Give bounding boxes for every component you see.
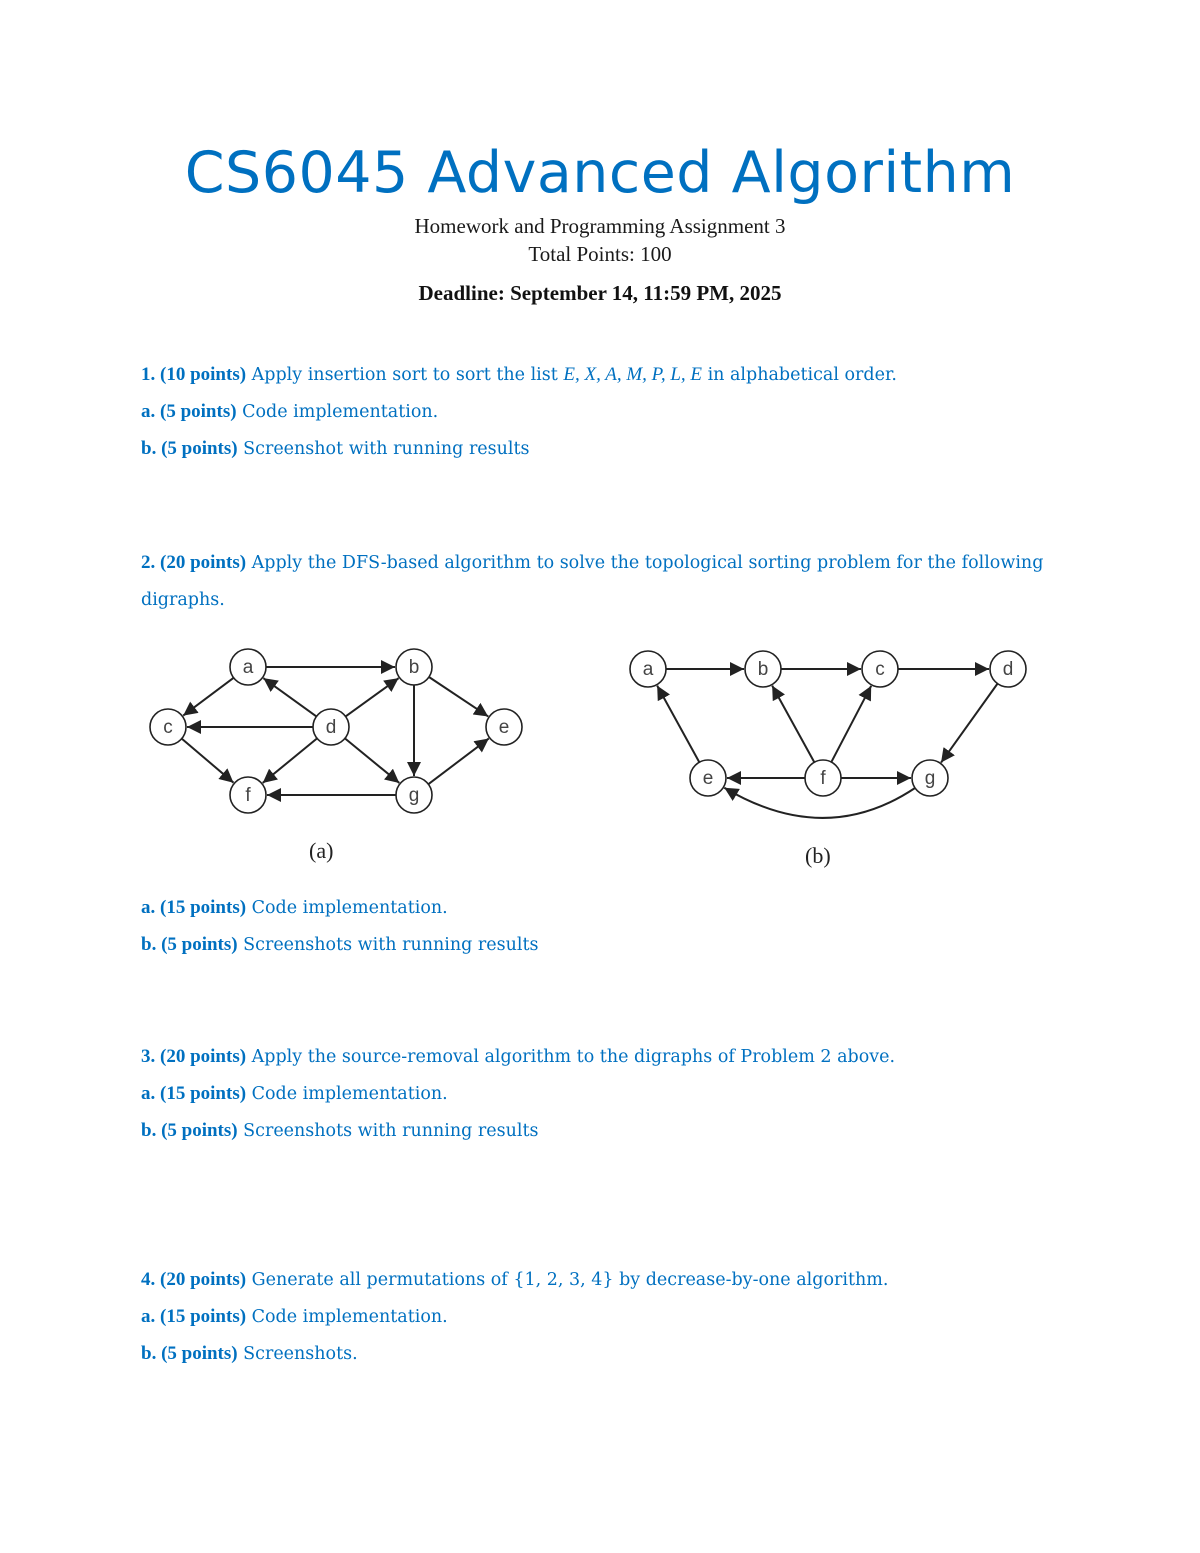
q1-part-a <box>141 401 1071 423</box>
q4-part-b <box>141 1343 1071 1365</box>
q1-b-text: Screenshot with running results <box>237 439 530 459</box>
graph-a-edge-g-e <box>428 738 488 784</box>
graph-a-edge-a-c <box>183 678 233 716</box>
graph-a-node-label: e <box>498 717 510 738</box>
q1-list: E, X, A, M, P, L, E <box>563 364 702 385</box>
q2-b-label: b. (5 points) <box>141 934 238 955</box>
graph-b-node-label: d <box>1002 659 1014 680</box>
q3-a-label: a. (15 points) <box>141 1083 247 1104</box>
graph-a-edge-d-f <box>263 738 317 783</box>
graph-b-edge-f-c <box>831 686 871 762</box>
q2-b-text: Screenshots with running results <box>237 935 539 955</box>
graph-a-node-c <box>150 709 186 745</box>
q2-a-label: a. (15 points) <box>141 897 247 918</box>
q4-a-label: a. (15 points) <box>141 1306 247 1327</box>
q2-a-text: Code implementation. <box>246 898 448 918</box>
q2-part-a <box>141 897 1071 919</box>
q3-part-a <box>141 1083 1071 1105</box>
q4-part-a <box>141 1306 1071 1328</box>
graph-b-node-label: a <box>642 659 654 680</box>
graph-a-node-g <box>396 777 432 813</box>
q3-b-label: b. (5 points) <box>141 1120 238 1141</box>
deadline: Deadline: September 14, 11:59 PM, 2025 <box>418 281 782 305</box>
document-title: CS6045 Advanced Algorithm <box>184 140 1016 206</box>
graph-a <box>140 640 540 825</box>
subtitle: Homework and Programming Assignment 3 <box>414 214 786 238</box>
graph-a-edge-d-a <box>263 678 316 716</box>
graph-b-node-e <box>690 760 726 796</box>
q4-label: 4. (20 points) <box>141 1269 247 1290</box>
graph-a-node-label: d <box>325 717 337 738</box>
graph-b-node-g <box>912 760 948 796</box>
q1-a-text: Code implementation. <box>236 402 439 422</box>
graph-a-node-e <box>486 709 522 745</box>
graph-a-caption: (a) <box>309 838 334 863</box>
q2-part-b <box>141 934 1071 956</box>
graph-b-node-label: e <box>702 768 714 789</box>
q3-prompt <box>141 1046 1071 1068</box>
graph-b-node-label: c <box>875 659 885 680</box>
q1-part-b <box>141 438 1071 460</box>
total-points: Total Points: 100 <box>528 242 672 266</box>
q1-prompt <box>141 364 1071 386</box>
q3-part-b <box>141 1120 1071 1142</box>
graph-a-node-f <box>230 777 266 813</box>
graph-a-edge-d-g <box>345 738 399 783</box>
q1-text-after: in alphabetical order. <box>702 365 897 385</box>
graph-a-edge-d-b <box>346 678 399 716</box>
q2-text: Apply the DFS-based algorithm to solve the topological sorting problem for the following digraphs. <box>141 553 1044 610</box>
q4-prompt <box>141 1269 1071 1291</box>
graph-b-node-b <box>745 651 781 687</box>
graph-a-node-label: b <box>408 657 420 678</box>
q3-a-text: Code implementation. <box>246 1084 448 1104</box>
graph-a-node-label: f <box>245 785 251 806</box>
graph-b-edge-e-a <box>657 686 699 763</box>
graph-b-edge-f-b <box>772 686 814 763</box>
q1-label: 1. (10 points) <box>141 364 247 385</box>
q1-text-before: Apply insertion sort to sort the list <box>246 365 564 385</box>
graph-b <box>620 640 1040 835</box>
graph-a-edge-b-e <box>429 677 488 716</box>
graph-b-node-d <box>990 651 1026 687</box>
q2-label: 2. (20 points) <box>141 552 247 573</box>
graph-b-edge-d-g <box>941 684 997 763</box>
graph-a-node-label: a <box>242 657 254 678</box>
graph-b-node-f <box>805 760 841 796</box>
graph-b-node-label: b <box>757 659 769 680</box>
graph-a-node-d <box>313 709 349 745</box>
q4-b-text: Screenshots. <box>237 1344 358 1364</box>
graph-b-caption: (b) <box>805 843 831 868</box>
graph-a-node-label: c <box>163 717 173 738</box>
q4-a-text: Code implementation. <box>246 1307 448 1327</box>
graph-a-node-label: g <box>408 785 420 806</box>
q4-text: Generate all permutations of {1, 2, 3, 4} by decrease-by-one algorithm. <box>246 1270 889 1290</box>
q3-b-text: Screenshots with running results <box>237 1121 539 1141</box>
graph-b-node-label: f <box>820 768 826 789</box>
graph-b-node-a <box>630 651 666 687</box>
q3-text: Apply the source-removal algorithm to the digraphs of Problem 2 above. <box>246 1047 896 1067</box>
graph-a-node-a <box>230 649 266 685</box>
graph-b-node-c <box>862 651 898 687</box>
graph-b-node-label: g <box>924 768 936 789</box>
q3-label: 3. (20 points) <box>141 1046 247 1067</box>
q1-a-label: a. (5 points) <box>141 401 237 422</box>
q4-b-label: b. (5 points) <box>141 1343 238 1364</box>
graph-a-node-b <box>396 649 432 685</box>
q1-b-label: b. (5 points) <box>141 438 238 459</box>
q2-prompt <box>141 544 1061 619</box>
graph-a-edge-c-f <box>182 739 234 783</box>
